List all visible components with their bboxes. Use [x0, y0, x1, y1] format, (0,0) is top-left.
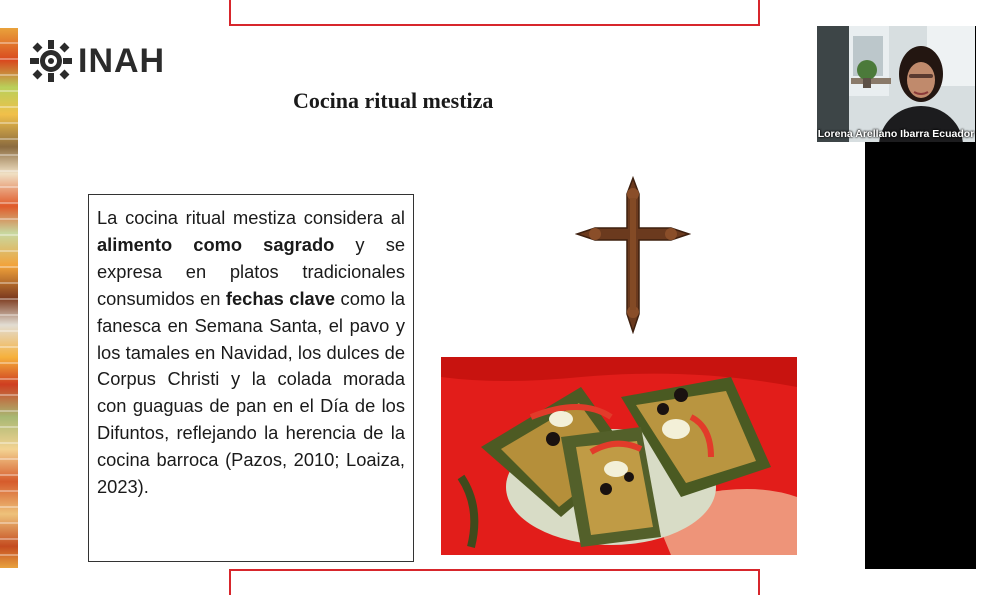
slide-text-box	[88, 194, 414, 562]
tamales-photo	[441, 357, 797, 555]
slide-title: Cocina ritual mestiza	[293, 88, 494, 113]
body-text-2: y se expresa en platos tradicionales consumidos en	[97, 233, 405, 309]
participant-video-feed	[817, 26, 975, 142]
inah-emblem-icon	[28, 38, 74, 84]
body-bold-1: alimento como sagrado	[97, 233, 335, 255]
body-bold-2: fechas clave	[225, 287, 336, 309]
decorative-collage-strip	[0, 28, 18, 568]
participant-video-tile[interactable]	[817, 26, 975, 142]
presentation-slide	[18, 26, 865, 569]
frame-top-line	[229, 0, 760, 26]
body-text-1: La cocina ritual mestiza considera al	[97, 207, 405, 228]
cross-icon	[575, 176, 691, 334]
logo-text: INAH	[78, 41, 166, 80]
frame-bottom-line	[229, 569, 760, 595]
right-margin	[976, 26, 992, 569]
participant-name-label: Lorena Arellano Ibarra Ecuador	[817, 128, 975, 140]
inah-logo	[28, 38, 165, 84]
body-text-3: como la fanesca en Semana Santa, el pavo y los tamales en Navidad, los dulces de Corpus Christi y la colada morada con guaguas de pan en el Día de los Difuntos, reflejando la herencia de la cocina barroca (Pazos, 2010; Loaiza, 2023).	[97, 287, 405, 498]
